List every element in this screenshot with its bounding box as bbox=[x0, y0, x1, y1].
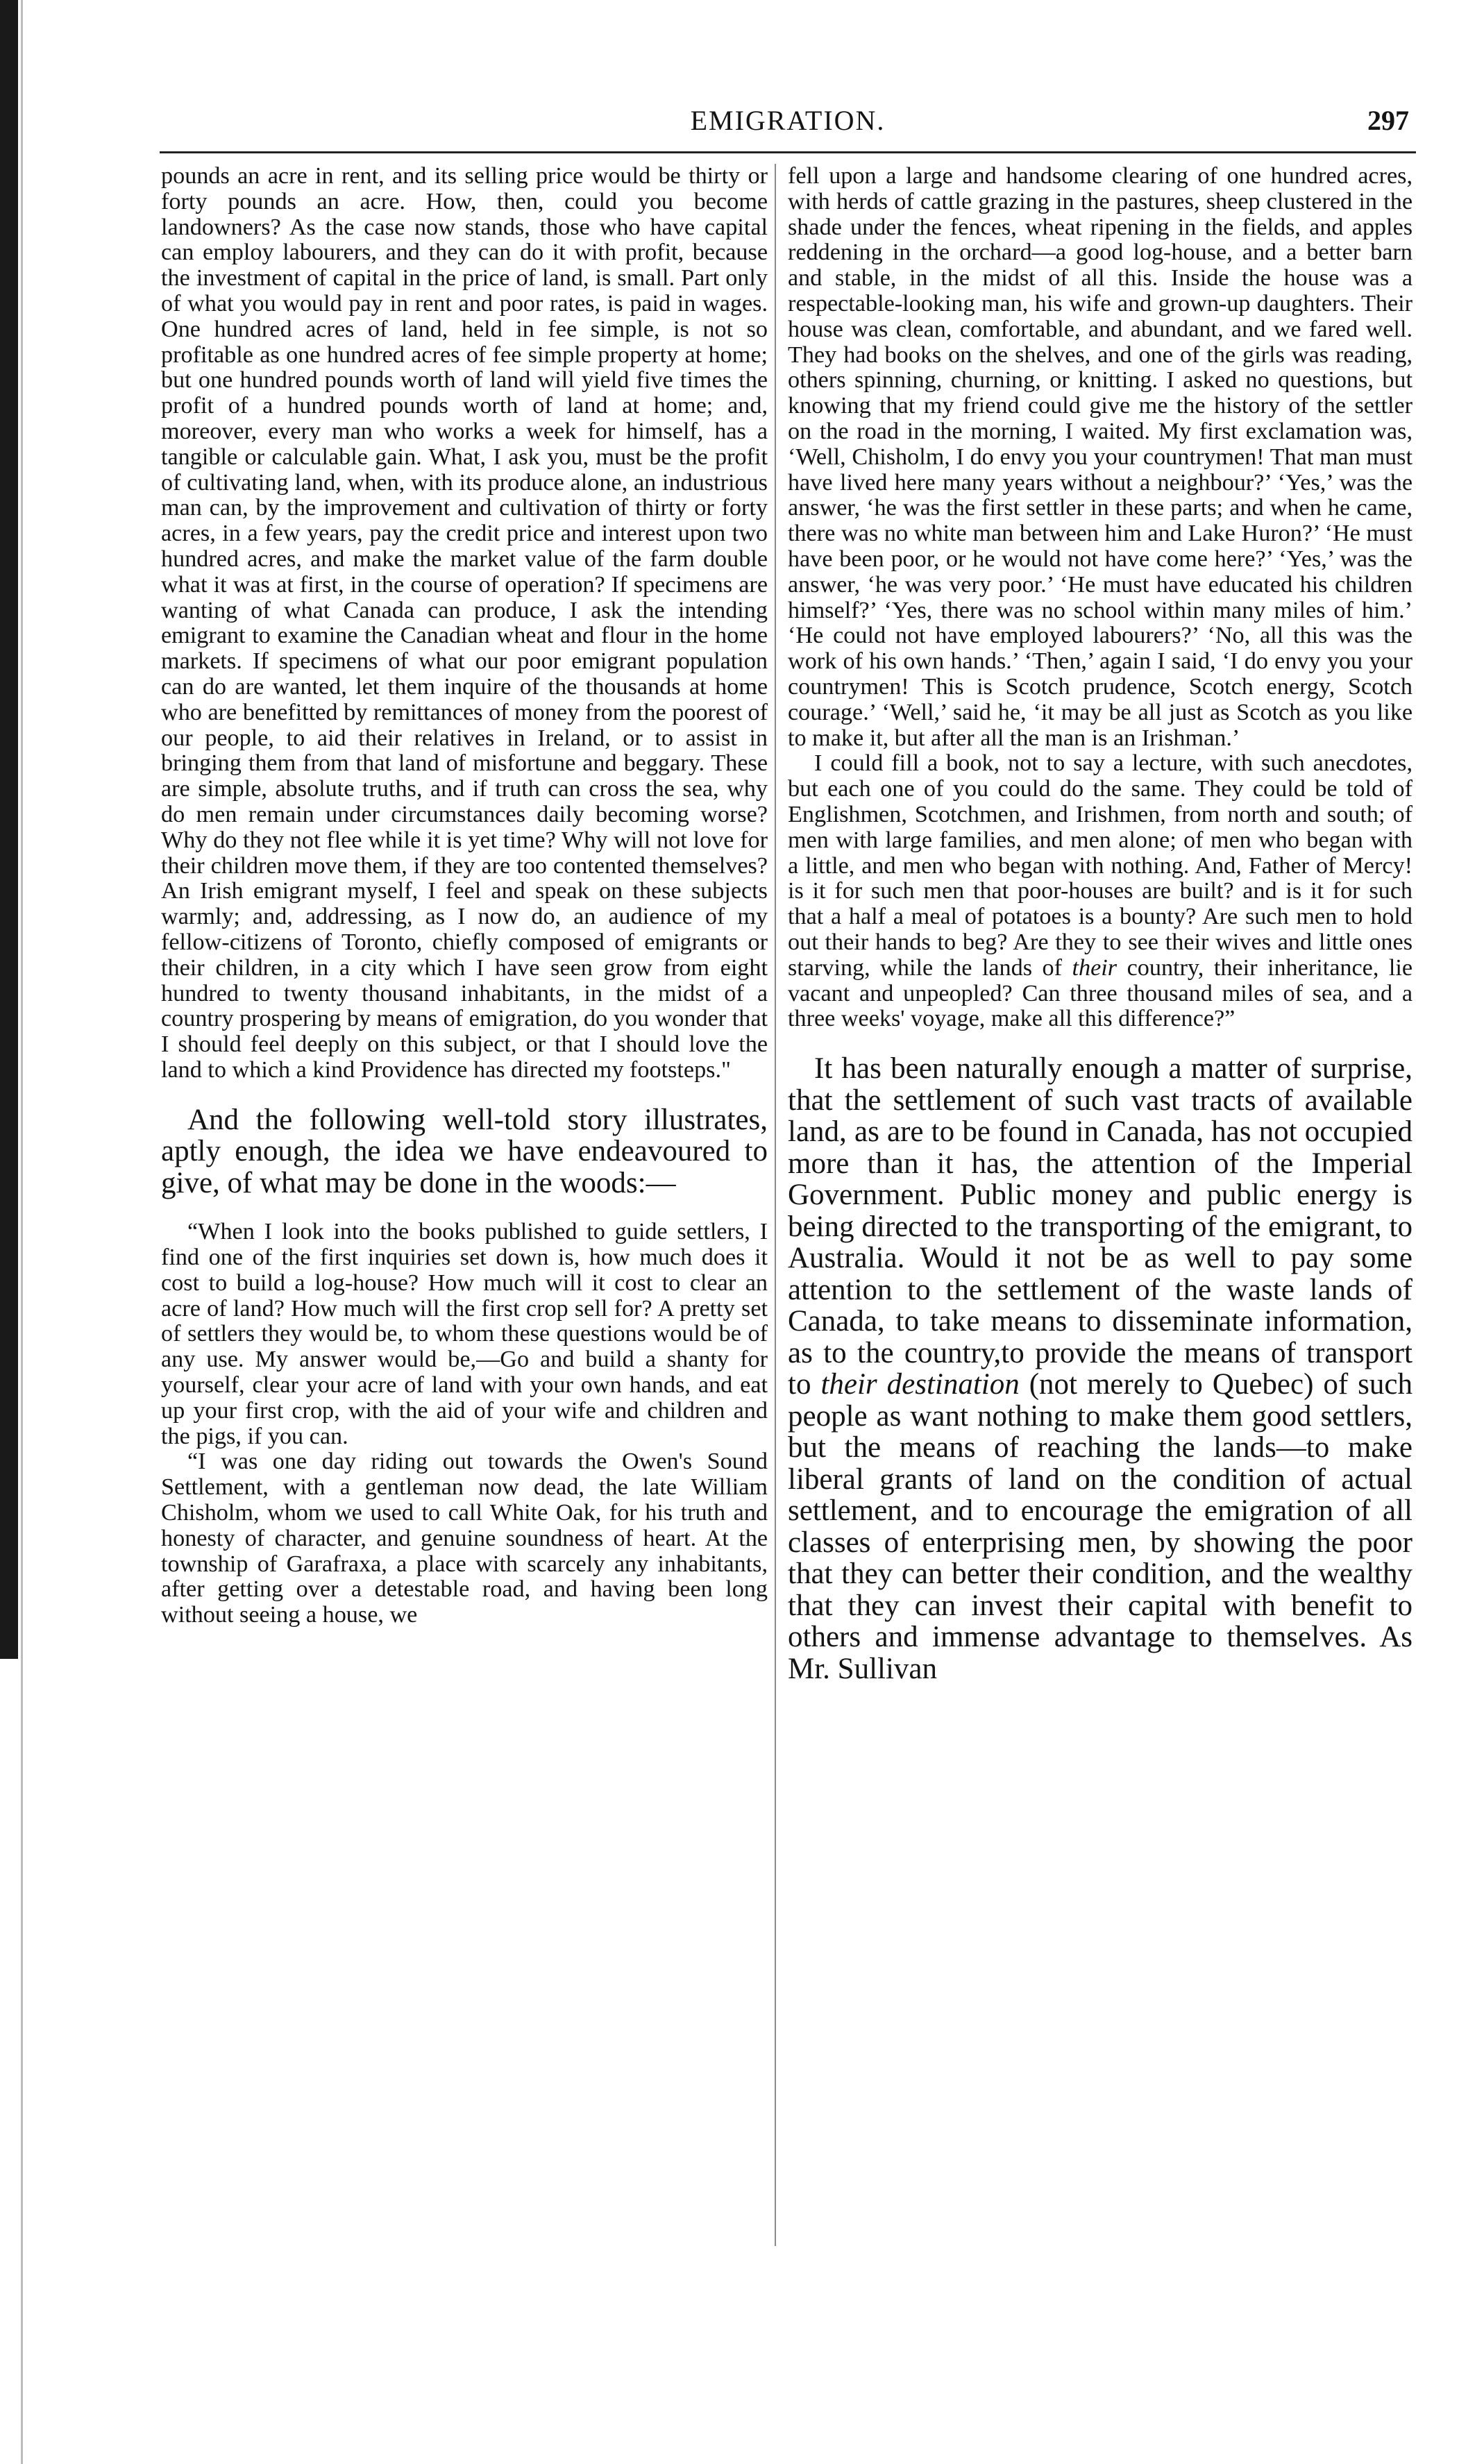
left-column bbox=[161, 164, 768, 2253]
right-paragraph-3-emphasis: their destination bbox=[820, 1368, 1020, 1401]
right-paragraph-2 bbox=[788, 751, 1413, 1032]
binding-shadow bbox=[21, 0, 23, 2464]
right-column bbox=[788, 164, 1413, 2253]
header-rule bbox=[160, 151, 1416, 153]
right-paragraph-2-emphasis: their bbox=[1072, 954, 1118, 981]
right-paragraph-1: fell upon a large and handsome clearing of one hundred acres, with herds of cattle grazing in the pastures, sheep clustered in the shade under the fences, wheat ripening in the fields, and apples reddening in the orchard—a good log-house, and a better barn and stable, in the midst of all this. Inside the house was a respectable-looking man, his wife and grown-up daughters. Their house was clean, comfortable, and abundant, and we fared well. They had books on the shelves, and one of the girls was reading, others spinning, churning, or knitting. I asked no questions, but knowing that my friend could give me the history of the settler on the road in the morning, I waited. My first exclamation was, ‘Well, Chisholm, I do envy you your countrymen! That man must have lived here many years without a neighbour?’ ‘Yes,’ was the answer, ‘he was the first settler in these parts; and when he came, there was no white man between him and Lake Huron?’ ‘He must have been poor, or he would not have come here?’ ‘Yes,’ was the answer, ‘he was very poor.’ ‘He must have educated his children himself?’ ‘Yes, there was no school within many miles of him.’ ‘He could not have employed labourers?’ ‘No, all this was the work of his own hands.’ ‘Then,’ again I said, ‘I do envy you your countrymen! This is Scotch prudence, Scotch energy, Scotch courage.’ ‘Well,’ said he, ‘it may be all just as Scotch as you like to make it, but after all the man is an Irishman.’ bbox=[788, 164, 1413, 751]
right-paragraph-2-text-a: I could fill a book, not to say a lecture, with such anecdotes, but each one of you could do the same. They could be told of Englishmen, Scotchmen, and Irishmen, from north and south; of men with large families, and men alone; of men who began with a little, and men who began with nothing. And, Father of Mercy! is it for such men that poor-houses are built? and is it for such that a half a meal of potatoes is a bounty? Are such men to hold out their hands to beg? Are they to see their wives and little ones starving, while the lands of bbox=[788, 750, 1413, 981]
left-paragraph-1: pounds an acre in rent, and its selling price would be thirty or forty pounds an acre. How, then, could you become landowners? As the case now stands, those who have capital can employ labourers, and they can do it with profit, because the investment of capital in the price of land, is small. Part only of what you would pay in rent and poor rates, is paid in wages. One hundred acres of land, held in fee simple, is not so profitable as one hundred acres of fee simple property at home; but one hundred pounds worth of land will yield five times the profit of a hundred pounds worth of land at home; and, moreover, every man who works a week for himself, has a tangible or calculable gain. What, I ask you, must be the profit of cultivating land, when, with its produce alone, an industrious man can, by the improvement and cultivation of thirty or forty acres, in a few years, pay the credit price and interest upon two hundred acres, and make the market value of the farm double what it was at first, in the course of operation? If specimens are wanting of what Canada can produce, I ask the intending emigrant to examine the Canadian wheat and flour in the home markets. If specimens of what our poor emigrant population can do are wanted, let them inquire of the thousands at home who are benefitted by remittances of money from the poorest of our people, to aid their relatives in Ireland, or to assist in bringing them from that land of misfortune and beggary. These are simple, absolute truths, and if truth can cross the sea, why do men remain under circumstances daily becoming worse? Why do they not flee while it is yet time? Why will not love for their children move them, if they are too contented themselves? An Irish emigrant myself, I feel and speak on these subjects warmly; and, addressing, as I now do, an audience of my fellow-citizens of Toronto, chiefly composed of emigrants or their children, in a city which I have seen grow from eight hundred to twenty thousand inhabitants, in the midst of a country prospering by means of emigration, do you wonder that I should feel deeply on this subject, or that I should love the land to which a kind Providence has directed my footsteps." bbox=[161, 164, 768, 1083]
left-paragraph-3: “When I look into the books published to guide settlers, I find one of the first inquiries set down is, how much does it cost to build a log-house? How much will it cost to clear an acre of land? How much will the first crop sell for? A pretty set of settlers they would be, to whom these questions would be of any use. My answer would be,—Go and build a shanty for yourself, clear your acre of land with your own hands, and eat up your first crop, with the aid of your wife and children and the pigs, if you can. bbox=[161, 1219, 768, 1449]
left-paragraph-2: And the following well-told story illustrates, aptly enough, the idea we have endeavoured to give, of what may be done in the woods:— bbox=[161, 1103, 768, 1199]
right-paragraph-3-text-a: It has been naturally enough a matter of surprise, that the settlement of such vast tracts of available land, as are to be found in Canada, has not occupied more than it has, the attention of the Imperial Government. Public money and public energy is being directed to the transporting of the emigrant, to Australia. Would it not be as well to pay some attention to the settlement of the waste lands of Canada, to take means to disseminate information, as to the country,to provide the means of transport to bbox=[788, 1052, 1413, 1401]
right-paragraph-2-text-b: country, their inheritance, lie vacant and unpeopled? Can three thousand miles of sea, and a three weeks' voyage, make all this difference?” bbox=[788, 954, 1413, 1032]
running-title: EMIGRATION. bbox=[690, 105, 886, 136]
right-paragraph-3-text-b: (not merely to Quebec) of such people as want nothing to make them good settlers, but the means of reaching the lands—to make liberal grants of land on the condition of actual settlement, and to encourage the emigration of all classes of enterprising men, by showing the poor that they can better their condition, and the wealthy that they can invest their capital with benefit to others and immense advantage to themselves. As Mr. Sullivan bbox=[788, 1368, 1413, 1685]
right-paragraph-3 bbox=[788, 1053, 1413, 1685]
binding-edge bbox=[0, 0, 18, 1659]
left-paragraph-4: “I was one day riding out towards the Owen's Sound Settlement, with a gentleman now dead, the late William Chisholm, whom we used to call White Oak, for his truth and honesty of character, and genuine soundness of heart. At the township of Garafraxa, a place with scarcely any inhabitants, after getting over a detestable road, and having been long without seeing a house, we bbox=[161, 1449, 768, 1628]
page-number: 297 bbox=[1367, 105, 1409, 136]
column-gutter-rule bbox=[775, 164, 776, 2246]
page-header bbox=[160, 104, 1416, 146]
